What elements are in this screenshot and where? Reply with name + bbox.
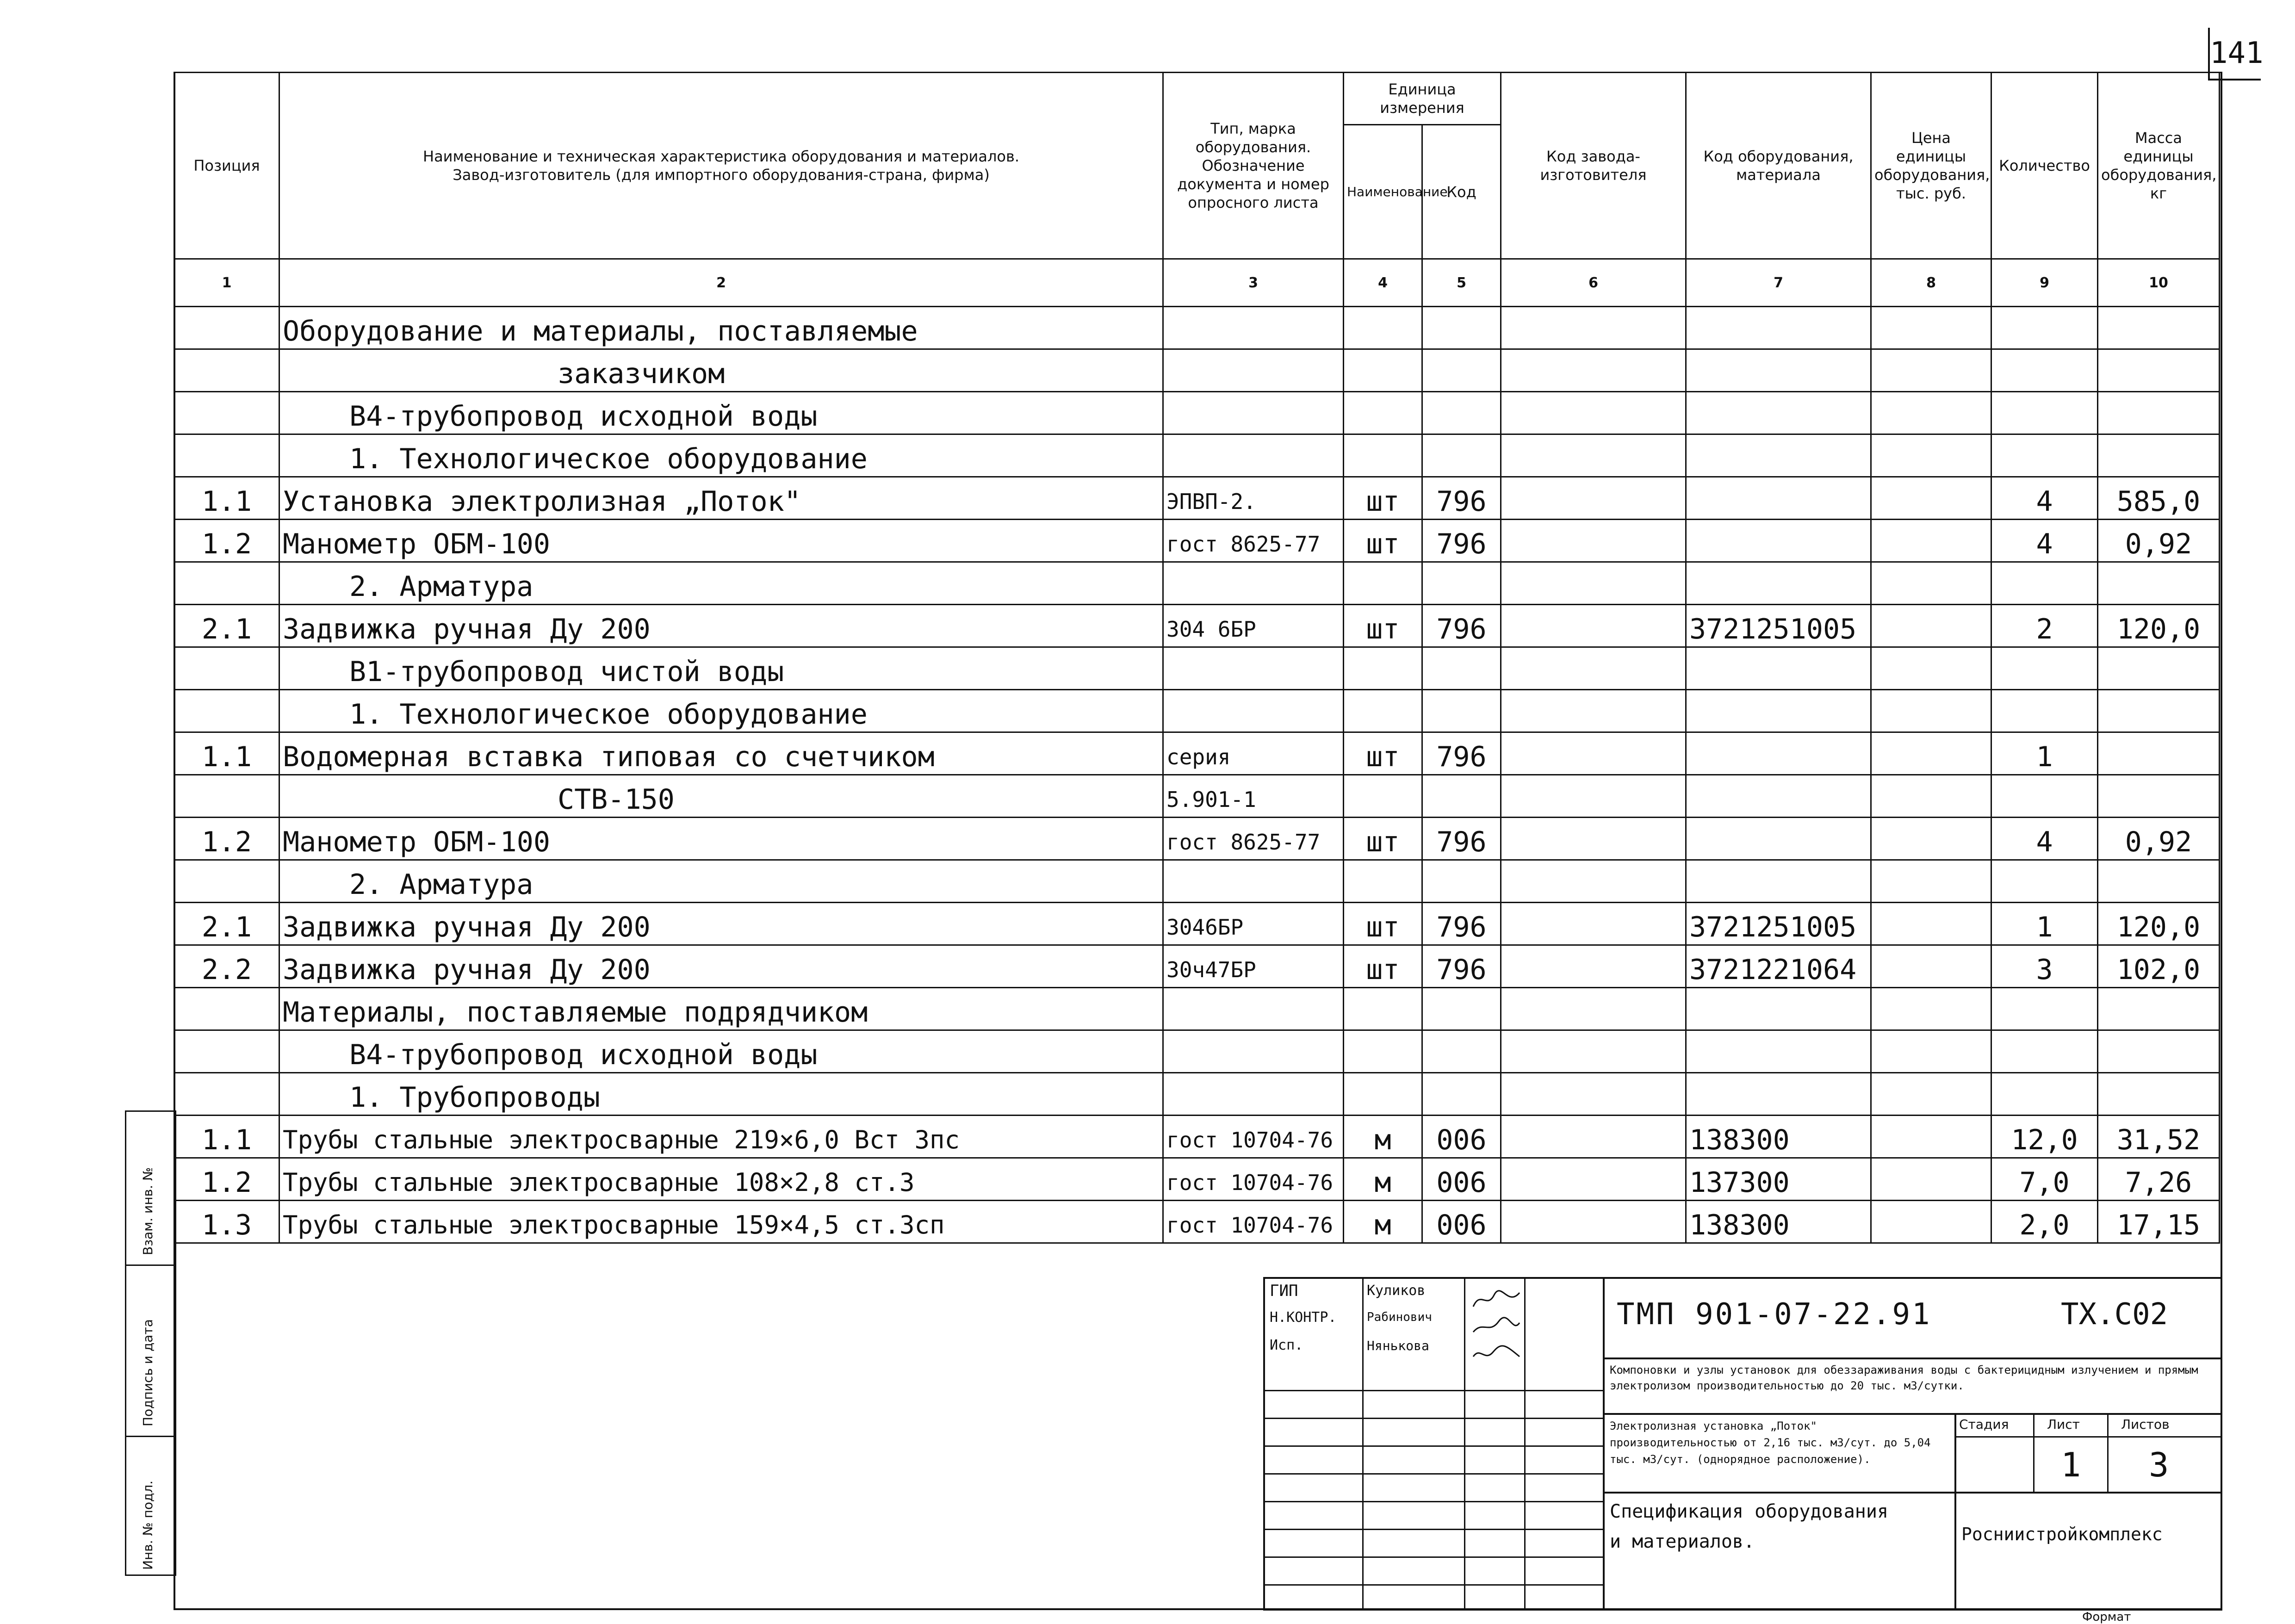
row-mass [2098,307,2220,349]
table-row [174,1030,2220,1073]
row-name: Оборудование и материалы, поставляемые [279,307,1163,349]
row-plant-code [1501,307,1686,349]
row-price [1871,307,1991,349]
row-quantity [1991,392,2098,434]
row-quantity [1991,690,2098,732]
row-unit [1344,860,1422,903]
header-position: Позиция [174,73,279,259]
header-name [279,73,1163,259]
row-price [1871,349,1991,392]
title-block [1263,1277,2222,1611]
row-position: 1.1 [174,732,279,775]
row-mass [2098,988,2220,1030]
row-unit [1344,1030,1422,1073]
row-plant-code [1501,1201,1686,1243]
column-number-cell: 6 [1501,259,1686,307]
row-price [1871,434,1991,477]
row-plant-code [1501,860,1686,903]
margin-label-inventory: Инв. № подл. [140,1480,155,1570]
row-name: 2. Арматура [279,562,1163,605]
row-quantity: 4 [1991,520,2098,562]
name-executor: Нянькова [1367,1338,1429,1353]
margin-stamp [125,1110,176,1576]
row-unit [1344,392,1422,434]
row-mass [2098,690,2220,732]
row-position [174,349,279,392]
row-name: Задвижка ручная Ду 200 [279,945,1163,988]
row-price [1871,690,1991,732]
sheets-value: 3 [2149,1445,2169,1484]
row-position [174,860,279,903]
row-name: 1. Технологическое оборудование [279,690,1163,732]
header-type: Тип, марка оборудования. Обозначение документа и номер опросного листа [1163,73,1344,259]
column-number-cell: 8 [1871,259,1991,307]
row-plant-code [1501,988,1686,1030]
row-type [1163,562,1344,605]
row-plant-code [1501,732,1686,775]
row-mass: 0,92 [2098,818,2220,860]
row-name: Трубы стальные электросварные 108×2,8 ст.3 [279,1158,1163,1201]
table-row [174,775,2220,818]
row-unit [1344,307,1422,349]
row-name: Задвижка ручная Ду 200 [279,605,1163,647]
row-type [1163,647,1344,690]
table-row [174,1116,2220,1158]
row-unit-code [1422,988,1501,1030]
row-unit [1344,647,1422,690]
stage-label: Стадия [1959,1417,2009,1432]
row-quantity [1991,775,2098,818]
row-equipment-code [1686,434,1871,477]
row-position [174,1030,279,1073]
row-type [1163,434,1344,477]
row-quantity [1991,988,2098,1030]
project-title: Компоновки и узлы установок для обеззараживания воды с бактерицидным излучением и прямым электролизом производительностью до 20 тыс. м3/сутки. [1610,1364,2198,1392]
row-quantity: 3 [1991,945,2098,988]
row-mass [2098,434,2220,477]
row-position [174,562,279,605]
row-type: гост 8625-77 [1163,520,1344,562]
header-row [174,73,2220,125]
header-unit-code: Код [1422,125,1501,259]
table-body [174,307,2220,1243]
row-price [1871,775,1991,818]
document-sheet-code: ТХ.С02 [2061,1297,2168,1332]
row-name: Трубы стальные электросварные 159×4,5 ст.3сп [279,1201,1163,1243]
row-equipment-code [1686,690,1871,732]
row-quantity [1991,434,2098,477]
row-unit: м [1344,1201,1422,1243]
row-name: заказчиком [279,349,1163,392]
row-price [1871,562,1991,605]
row-type: 304 6БР [1163,605,1344,647]
column-number-cell: 5 [1422,259,1501,307]
name-gip: Куликов [1367,1283,1426,1299]
row-position [174,1073,279,1116]
row-unit-code: 796 [1422,945,1501,988]
row-plant-code [1501,562,1686,605]
table-row [174,605,2220,647]
signature-executor [1471,1343,1517,1361]
column-number-cell: 9 [1991,259,2098,307]
row-price [1871,1201,1991,1243]
table-row [174,434,2220,477]
row-unit-code [1422,392,1501,434]
role-gip: ГИП [1270,1282,1298,1300]
row-unit-code [1422,647,1501,690]
row-unit-code [1422,562,1501,605]
row-unit [1344,562,1422,605]
row-equipment-code: 3721221064 [1686,945,1871,988]
row-mass [2098,732,2220,775]
row-unit-code [1422,775,1501,818]
row-plant-code [1501,1116,1686,1158]
row-position: 2.1 [174,605,279,647]
row-quantity: 4 [1991,818,2098,860]
row-position [174,647,279,690]
row-unit: м [1344,1158,1422,1201]
row-quantity: 2,0 [1991,1201,2098,1243]
row-quantity [1991,1073,2098,1116]
row-mass: 120,0 [2098,903,2220,945]
row-price [1871,1073,1991,1116]
row-price [1871,1030,1991,1073]
table-row [174,690,2220,732]
row-quantity: 2 [1991,605,2098,647]
row-equipment-code: 138300 [1686,1116,1871,1158]
row-type: 3046БР [1163,903,1344,945]
table-row [174,562,2220,605]
row-type [1163,1030,1344,1073]
row-price [1871,1158,1991,1201]
row-quantity: 1 [1991,732,2098,775]
row-price [1871,1116,1991,1158]
row-position: 1.1 [174,477,279,520]
row-unit-code [1422,860,1501,903]
header-unit-group: Единица измерения [1344,73,1501,125]
row-name: Установка электролизная „Поток" [279,477,1163,520]
row-type: гост 10704-76 [1163,1201,1344,1243]
row-unit: шт [1344,903,1422,945]
row-name: 1. Трубопроводы [279,1073,1163,1116]
sheet-number: 141 [2208,28,2261,81]
row-unit: шт [1344,818,1422,860]
row-equipment-code [1686,988,1871,1030]
row-type: гост 10704-76 [1163,1158,1344,1201]
row-plant-code [1501,1158,1686,1201]
row-name: В1-трубопровод чистой воды [279,647,1163,690]
row-unit-code [1422,1030,1501,1073]
margin-label-replace: Взам. инв. № [140,1167,155,1255]
row-type [1163,1073,1344,1116]
row-equipment-code [1686,520,1871,562]
row-mass: 7,26 [2098,1158,2220,1201]
row-type [1163,988,1344,1030]
row-equipment-code: 138300 [1686,1201,1871,1243]
row-price [1871,945,1991,988]
table-row [174,818,2220,860]
table-row [174,1073,2220,1116]
row-plant-code [1501,945,1686,988]
row-name: Манометр ОБМ-100 [279,818,1163,860]
row-plant-code [1501,903,1686,945]
row-equipment-code [1686,477,1871,520]
organization: Росниистройкомплекс [1961,1524,2163,1544]
row-mass: 0,92 [2098,520,2220,562]
row-unit-code [1422,307,1501,349]
row-equipment-code: 137300 [1686,1158,1871,1201]
row-name: Манометр ОБМ-100 [279,520,1163,562]
row-unit-code [1422,434,1501,477]
table-row [174,349,2220,392]
row-position: 1.1 [174,1116,279,1158]
signature-control [1471,1316,1517,1334]
margin-divider [126,1436,175,1437]
row-quantity: 7,0 [1991,1158,2098,1201]
row-type: 5.901-1 [1163,775,1344,818]
row-quantity [1991,1030,2098,1073]
row-unit: шт [1344,732,1422,775]
row-mass [2098,1073,2220,1116]
row-equipment-code [1686,307,1871,349]
row-mass [2098,775,2220,818]
row-equipment-code [1686,647,1871,690]
row-name: 1. Технологическое оборудование [279,434,1163,477]
table-row [174,1158,2220,1201]
row-unit-code: 796 [1422,903,1501,945]
specification-table [174,72,2220,1244]
column-number-cell: 3 [1163,259,1344,307]
row-equipment-code [1686,1030,1871,1073]
role-control: Н.КОНТР. [1270,1309,1337,1326]
row-mass [2098,1030,2220,1073]
table-row [174,520,2220,562]
margin-divider [126,1264,175,1266]
table-row [174,477,2220,520]
row-type: гост 8625-77 [1163,818,1344,860]
row-equipment-code [1686,732,1871,775]
row-position: 2.2 [174,945,279,988]
row-unit: шт [1344,945,1422,988]
row-unit-code [1422,349,1501,392]
table-row [174,732,2220,775]
row-plant-code [1501,647,1686,690]
table-row [174,392,2220,434]
row-mass: 585,0 [2098,477,2220,520]
row-plant-code [1501,605,1686,647]
row-unit-code [1422,1073,1501,1116]
column-number-cell: 4 [1344,259,1422,307]
row-position: 1.3 [174,1201,279,1243]
row-equipment-code: 3721251005 [1686,605,1871,647]
row-quantity [1991,860,2098,903]
row-type [1163,392,1344,434]
header-price: Цена единицы оборудования, тыс. руб. [1871,73,1991,259]
row-price [1871,392,1991,434]
row-plant-code [1501,434,1686,477]
column-number-cell: 2 [279,259,1163,307]
row-price [1871,988,1991,1030]
row-name: В4-трубопровод исходной воды [279,1030,1163,1073]
doc-title-line1: Спецификация оборудования [1610,1501,1889,1522]
header-mass: Масса единицы оборудования, кг [2098,73,2220,259]
header-name-line2: Завод-изготовитель (для импортного оборудования-страна, фирма) [453,166,990,184]
table-row [174,945,2220,988]
row-quantity: 4 [1991,477,2098,520]
row-position [174,392,279,434]
row-price [1871,520,1991,562]
row-mass [2098,647,2220,690]
row-unit: м [1344,1116,1422,1158]
row-mass: 17,15 [2098,1201,2220,1243]
row-equipment-code [1686,392,1871,434]
row-unit: шт [1344,477,1422,520]
row-type: гост 10704-76 [1163,1116,1344,1158]
signature-gip [1471,1288,1517,1307]
sheet-value: 1 [2061,1445,2081,1484]
sheet-label: Лист [2047,1417,2080,1432]
row-plant-code [1501,1073,1686,1116]
row-price [1871,605,1991,647]
row-price [1871,860,1991,903]
row-position: 1.2 [174,818,279,860]
row-mass [2098,349,2220,392]
header-quantity: Количество [1991,73,2098,259]
header-name-line1: Наименование и техническая характеристика оборудования и материалов. [423,148,1019,165]
row-name: Трубы стальные электросварные 219×6,0 Вст 3пс [279,1116,1163,1158]
row-mass [2098,392,2220,434]
row-type [1163,349,1344,392]
row-equipment-code [1686,860,1871,903]
row-position [174,988,279,1030]
row-name: СТВ-150 [279,775,1163,818]
margin-label-signature: Подпись и дата [140,1319,155,1426]
header-unit-name: Наименование [1344,125,1422,259]
row-unit [1344,690,1422,732]
row-plant-code [1501,1030,1686,1073]
row-quantity: 1 [1991,903,2098,945]
row-equipment-code: 3721251005 [1686,903,1871,945]
row-unit-code: 796 [1422,818,1501,860]
row-position [174,434,279,477]
row-quantity [1991,307,2098,349]
table-row [174,903,2220,945]
row-equipment-code [1686,1073,1871,1116]
header-equipment-code: Код оборудования, материала [1686,73,1871,259]
doc-title-line2: и материалов. [1610,1531,1755,1552]
name-control: Рабинович [1367,1310,1432,1324]
row-type: 30ч47БР [1163,945,1344,988]
row-name: В4-трубопровод исходной воды [279,392,1163,434]
row-unit [1344,434,1422,477]
row-quantity [1991,349,2098,392]
row-quantity [1991,647,2098,690]
role-executor: Исп. [1270,1337,1303,1353]
column-number-cell: 1 [174,259,279,307]
row-plant-code [1501,818,1686,860]
table-row [174,1201,2220,1243]
row-price [1871,477,1991,520]
row-quantity: 12,0 [1991,1116,2098,1158]
table-row [174,307,2220,349]
row-type: серия [1163,732,1344,775]
row-unit [1344,988,1422,1030]
row-equipment-code [1686,562,1871,605]
row-unit-code: 006 [1422,1158,1501,1201]
row-unit-code: 006 [1422,1201,1501,1243]
row-unit [1344,775,1422,818]
row-type [1163,690,1344,732]
column-number-cell: 10 [2098,259,2220,307]
row-equipment-code [1686,818,1871,860]
row-name: Водомерная вставка типовая со счетчиком [279,732,1163,775]
row-name: 2. Арматура [279,860,1163,903]
row-mass [2098,562,2220,605]
sheets-label: Листов [2121,1417,2170,1432]
row-plant-code [1501,477,1686,520]
object-title: Электролизная установка „Поток" производительностью от 2,16 тыс. м3/сут. до 5,04 тыс. м3/сут. (однорядное расположение). [1610,1419,1931,1466]
row-equipment-code [1686,349,1871,392]
row-position [174,307,279,349]
row-price [1871,732,1991,775]
row-type: ЭПВП-2. [1163,477,1344,520]
row-unit [1344,1073,1422,1116]
row-position: 1.2 [174,1158,279,1201]
row-plant-code [1501,775,1686,818]
header-plant-code: Код завода-изготовителя [1501,73,1686,259]
row-mass [2098,860,2220,903]
row-plant-code [1501,349,1686,392]
row-unit: шт [1344,520,1422,562]
row-price [1871,903,1991,945]
column-number-cell: 7 [1686,259,1871,307]
row-position [174,690,279,732]
row-type [1163,307,1344,349]
format-label: Формат [2082,1610,2131,1624]
row-unit-code: 796 [1422,605,1501,647]
document-designation: ТМП 901-07-22.91 [1617,1297,1932,1332]
table-row [174,988,2220,1030]
row-name: Задвижка ручная Ду 200 [279,903,1163,945]
row-mass: 102,0 [2098,945,2220,988]
row-price [1871,647,1991,690]
row-unit-code: 006 [1422,1116,1501,1158]
row-plant-code [1501,520,1686,562]
row-name: Материалы, поставляемые подрядчиком [279,988,1163,1030]
row-position: 1.2 [174,520,279,562]
table-row [174,860,2220,903]
row-mass: 31,52 [2098,1116,2220,1158]
table-row [174,647,2220,690]
row-unit-code: 796 [1422,520,1501,562]
row-position: 2.1 [174,903,279,945]
row-unit-code [1422,690,1501,732]
row-equipment-code [1686,775,1871,818]
row-quantity [1991,562,2098,605]
row-plant-code [1501,690,1686,732]
row-unit: шт [1344,605,1422,647]
row-type [1163,860,1344,903]
row-plant-code [1501,392,1686,434]
row-position [174,775,279,818]
row-price [1871,818,1991,860]
row-unit-code: 796 [1422,732,1501,775]
column-number-row [174,259,2220,307]
row-mass: 120,0 [2098,605,2220,647]
row-unit-code: 796 [1422,477,1501,520]
row-unit [1344,349,1422,392]
